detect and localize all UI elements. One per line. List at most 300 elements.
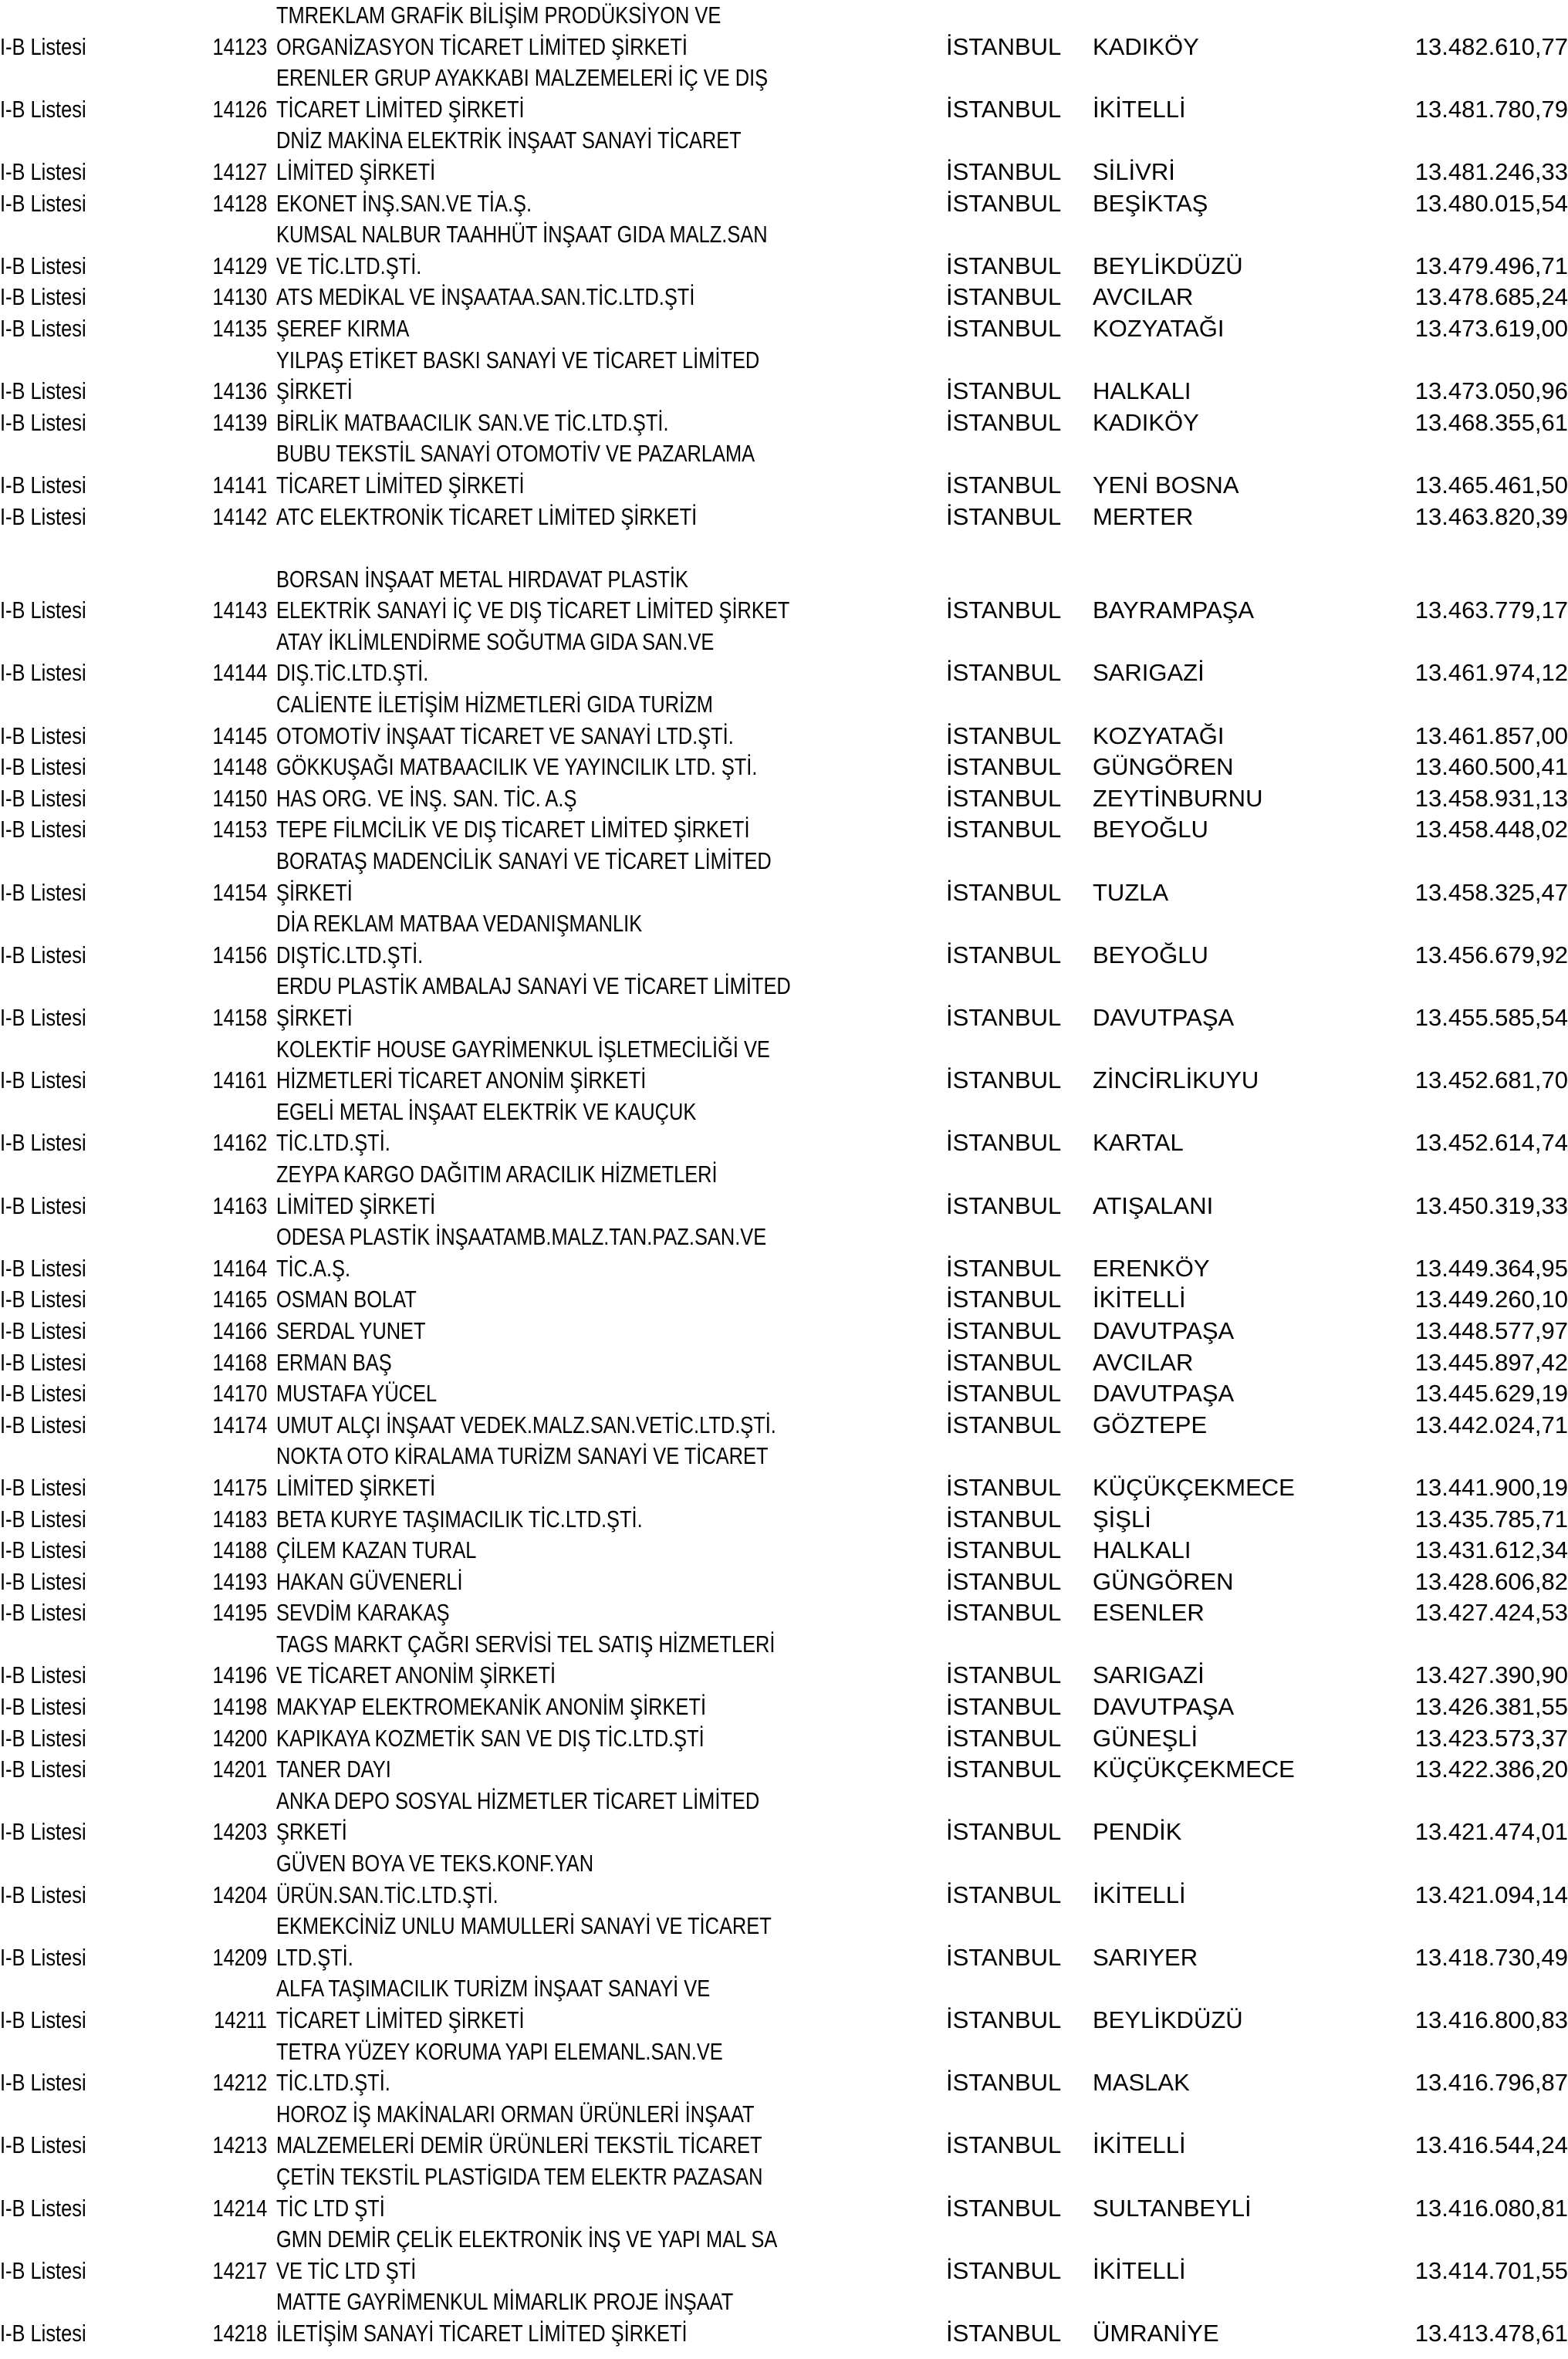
list-label: [0, 1378, 105, 1410]
record-number-text: 14217: [212, 2256, 267, 2284]
district: [1093, 282, 1193, 313]
company-name: [276, 595, 902, 627]
company-name: [276, 1253, 367, 1285]
company-name-text: HOROZ İŞ MAKİNALARI ORMAN ÜRÜNLERİ İNŞAAT: [276, 2100, 755, 2127]
city: [946, 2256, 1061, 2287]
record-number-text: 14150: [212, 784, 267, 812]
amount: [1415, 282, 1568, 313]
city: [946, 1002, 1061, 1034]
row-main-line: [0, 752, 1568, 783]
company-name: [276, 908, 722, 940]
company-name-text: LTD.ŞTİ.: [276, 1943, 353, 1971]
company-name-text: TMREKLAM GRAFİK BİLİŞİM PRODÜKSİYON VE: [276, 2, 721, 29]
table-row: [0, 627, 1568, 689]
row-wrap-line: [0, 1629, 1568, 1661]
district: [1093, 157, 1175, 188]
city-text: İSTANBUL: [946, 32, 1062, 60]
record-number: [201, 1597, 267, 1629]
amount: [1415, 2130, 1568, 2161]
district-text: İKİTELLİ: [1093, 95, 1186, 123]
record-number: [201, 1754, 267, 1786]
company-name-text: TİC.A.Ş.: [276, 1254, 351, 1282]
city: [946, 32, 1061, 63]
district-text: GÜNGÖREN: [1093, 753, 1234, 781]
city-text: İSTANBUL: [946, 1756, 1062, 1783]
city: [946, 2067, 1061, 2099]
amount-text: 13.458.325,47: [1414, 878, 1568, 906]
company-name: [276, 188, 588, 220]
company-name: [276, 376, 370, 407]
row-main-line: [0, 814, 1568, 846]
list-label-text: I-B Listesi: [0, 1567, 86, 1595]
district: [1093, 1942, 1198, 1974]
company-name: [276, 2067, 415, 2099]
district-text: BEŞİKTAŞ: [1093, 189, 1208, 217]
city: [946, 2318, 1061, 2350]
row-wrap-line: [0, 2286, 1568, 2318]
row-main-line: [0, 1754, 1568, 1786]
list-label-text: I-B Listesi: [0, 377, 86, 405]
list-label: [0, 1754, 105, 1786]
record-number: [201, 94, 267, 126]
record-number: [201, 595, 267, 627]
record-number: [201, 2318, 267, 2350]
city-text: İSTANBUL: [946, 1191, 1062, 1219]
list-label-text: I-B Listesi: [0, 1943, 86, 1971]
company-name-text: HİZMETLERİ TİCARET ANONİM ŞİRKETİ: [276, 1066, 647, 1094]
district-text: DAVUTPAŞA: [1093, 1004, 1235, 1031]
amount: [1415, 2005, 1568, 2036]
list-label: [0, 1002, 105, 1034]
company-name-text: DİA REKLAM MATBAA VEDANIŞMANLIK: [276, 910, 643, 938]
company-name-text: ÜRÜN.SAN.TİC.LTD.ŞTİ.: [276, 1881, 498, 1908]
district-text: AVCILAR: [1093, 1348, 1194, 1376]
company-name-text: SEVDİM KARAKAŞ: [276, 1599, 450, 1627]
company-name-text: KUMSAL NALBUR TAAHHÜT İNŞAAT GIDA MALZ.SAN: [276, 221, 768, 248]
row-main-line: [0, 1566, 1568, 1598]
district: [1093, 2256, 1186, 2287]
company-name-text: DIŞ.TİC.LTD.ŞTİ.: [276, 659, 429, 687]
list-label-text: I-B Listesi: [0, 659, 86, 687]
company-name-text: MAKYAP ELEKTROMEKANİK ANONİM ŞİRKETİ: [276, 1693, 707, 1721]
list-label-text: I-B Listesi: [0, 1129, 86, 1157]
city-text: İSTANBUL: [946, 1348, 1062, 1376]
company-name-text: ERDU PLASTİK AMBALAJ SANAYİ VE TİCARET LİMİTED: [276, 972, 791, 1000]
record-number: [201, 814, 267, 846]
table-row: [0, 752, 1568, 783]
amount-text: 13.435.785,71: [1414, 1505, 1568, 1533]
row-main-line: [0, 313, 1568, 345]
list-label: [0, 1535, 105, 1566]
table-row: [0, 63, 1568, 125]
row-wrap-line: [0, 125, 1568, 157]
city: [946, 2193, 1061, 2225]
district: [1093, 1566, 1234, 1598]
amount-text: 13.463.820,39: [1414, 502, 1568, 530]
district: [1093, 1191, 1213, 1222]
record-number: [201, 1566, 267, 1598]
list-label-text: I-B Listesi: [0, 32, 86, 60]
record-number-text: 14161: [212, 1066, 267, 1094]
amount-text: 13.449.260,10: [1414, 1286, 1568, 1313]
amount: [1415, 94, 1568, 126]
city: [946, 1535, 1061, 1566]
table-row: [0, 188, 1568, 220]
city: [946, 1597, 1061, 1629]
table-row: [0, 971, 1568, 1033]
amount: [1415, 814, 1568, 846]
row-main-line: [0, 1284, 1568, 1316]
city: [946, 282, 1061, 313]
row-main-line: [0, 94, 1568, 126]
company-name: [276, 1942, 370, 1974]
company-name-text: HAKAN GÜVENERLİ: [276, 1567, 463, 1595]
row-main-line: [0, 376, 1568, 407]
list-label-text: I-B Listesi: [0, 2194, 86, 2222]
list-label-text: I-B Listesi: [0, 314, 86, 342]
list-label-text: I-B Listesi: [0, 1756, 86, 1783]
list-label: [0, 32, 105, 63]
company-name-text: OTOMOTİV İNŞAAT TİCARET VE SANAYİ LTD.ŞTİ.: [276, 722, 734, 749]
company-name: [276, 125, 843, 157]
amount: [1415, 470, 1568, 502]
record-number: [201, 1472, 267, 1504]
amount: [1415, 1127, 1568, 1159]
amount-text: 13.458.931,13: [1414, 784, 1568, 812]
company-name: [276, 0, 819, 32]
list-label: [0, 407, 105, 439]
company-name: [276, 407, 755, 439]
row-main-line: [0, 2005, 1568, 2036]
district: [1093, 940, 1208, 972]
company-name: [276, 1911, 880, 1942]
list-label: [0, 376, 105, 407]
amount-text: 13.455.585,54: [1414, 1004, 1568, 1031]
city: [946, 1472, 1061, 1504]
company-name-text: HAS ORG. VE İNŞ. SAN. TİC. A.Ş: [276, 784, 577, 812]
district: [1093, 1597, 1205, 1629]
district: [1093, 1253, 1210, 1285]
amount: [1415, 2067, 1568, 2099]
company-name-text: TİC.LTD.ŞTİ.: [276, 2069, 390, 2097]
list-label-text: I-B Listesi: [0, 1286, 86, 1313]
row-main-line: [0, 2318, 1568, 2350]
company-name: [276, 32, 778, 63]
city-text: İSTANBUL: [946, 471, 1062, 498]
company-name: [276, 1660, 617, 1692]
city-text: İSTANBUL: [946, 753, 1062, 781]
table-row: [0, 1535, 1568, 1566]
list-label: [0, 1347, 105, 1379]
table-row: [0, 846, 1568, 908]
table-row: [0, 1597, 1568, 1629]
company-name-text: ŞİRKETİ: [276, 1004, 353, 1031]
district: [1093, 1378, 1234, 1410]
city-text: İSTANBUL: [946, 408, 1062, 436]
record-number-text: 14218: [212, 2319, 267, 2347]
row-main-line: [0, 251, 1568, 282]
city: [946, 1191, 1061, 1222]
company-name: [276, 219, 875, 251]
list-label-text: I-B Listesi: [0, 1004, 86, 1031]
amount: [1415, 595, 1568, 627]
table-row: [0, 502, 1568, 533]
record-number-text: 14183: [212, 1505, 267, 1533]
city: [946, 1566, 1061, 1598]
company-name: [276, 2130, 869, 2161]
list-label: [0, 721, 105, 752]
company-name: [276, 689, 809, 721]
row-wrap-line: [0, 971, 1568, 1002]
table-row: [0, 1786, 1568, 1848]
amount: [1415, 1253, 1568, 1285]
table-row: [0, 1347, 1568, 1379]
list-label: [0, 1191, 105, 1222]
city-text: İSTANBUL: [946, 1724, 1062, 1752]
table-row: [0, 1504, 1568, 1536]
amount: [1415, 877, 1568, 909]
row-main-line: [0, 1127, 1568, 1159]
amount-text: 13.413.478,61: [1414, 2319, 1568, 2347]
city-text: İSTANBUL: [946, 1129, 1062, 1157]
company-name: [276, 1723, 798, 1755]
table-row: [0, 532, 1568, 627]
company-name: [276, 1472, 470, 1504]
district: [1093, 1316, 1234, 1347]
row-main-line: [0, 783, 1568, 815]
amount: [1415, 1504, 1568, 1536]
company-name: [276, 1535, 520, 1566]
company-name-text: ŞRKETİ: [276, 1818, 347, 1846]
company-name-text: OSMAN BOLAT: [276, 1286, 417, 1313]
city: [946, 1817, 1061, 1848]
row-wrap-line: [0, 0, 1568, 32]
record-number: [201, 251, 267, 282]
row-wrap-line: [0, 689, 1568, 721]
list-label: [0, 313, 105, 345]
list-label: [0, 1472, 105, 1504]
list-label: [0, 2130, 105, 2161]
company-name: [276, 2286, 833, 2318]
list-label-text: I-B Listesi: [0, 2069, 86, 2097]
table-row: [0, 1629, 1568, 1692]
amount-text: 13.449.364,95: [1414, 1254, 1568, 1282]
amount-text: 13.458.448,02: [1414, 816, 1568, 843]
company-name-text: SERDAL YUNET: [276, 1316, 426, 1344]
amount-text: 13.478.685,24: [1414, 283, 1568, 311]
company-name-text: ŞİRKETİ: [276, 878, 353, 906]
company-name: [276, 752, 863, 783]
district: [1093, 1284, 1186, 1316]
amount-text: 13.431.612,34: [1414, 1536, 1568, 1564]
list-label: [0, 157, 105, 188]
row-wrap-line: [0, 1973, 1568, 2005]
record-number: [201, 313, 267, 345]
amount-text: 13.461.857,00: [1414, 722, 1568, 749]
company-name-text: BETA KURYE TAŞIMACILIK TİC.LTD.ŞTİ.: [276, 1505, 643, 1533]
district-text: HALKALI: [1093, 1536, 1191, 1564]
row-main-line: [0, 2130, 1568, 2161]
city: [946, 1880, 1061, 1911]
record-number: [201, 1817, 267, 1848]
record-number: [201, 1284, 267, 1316]
district-text: MERTER: [1093, 502, 1194, 530]
company-name: [276, 627, 810, 658]
row-wrap-line: [0, 1848, 1568, 1880]
city-text: İSTANBUL: [946, 2194, 1062, 2222]
table-row: [0, 1410, 1568, 1441]
list-label: [0, 814, 105, 846]
record-number: [201, 1660, 267, 1692]
row-wrap-line: [0, 1786, 1568, 1817]
table-row: [0, 1566, 1568, 1598]
table-row: [0, 2036, 1568, 2099]
row-wrap-line: [0, 1097, 1568, 1128]
amount-text: 13.428.606,82: [1414, 1567, 1568, 1595]
city-text: İSTANBUL: [946, 1316, 1062, 1344]
city-text: İSTANBUL: [946, 95, 1062, 123]
amount: [1415, 1566, 1568, 1598]
table-row: [0, 345, 1568, 407]
list-label: [0, 94, 105, 126]
record-number: [201, 783, 267, 815]
amount-text: 13.426.381,55: [1414, 1693, 1568, 1721]
amount: [1415, 1347, 1568, 1379]
list-label-text: I-B Listesi: [0, 2256, 86, 2284]
amount-text: 13.448.577,97: [1414, 1316, 1568, 1344]
city-text: İSTANBUL: [946, 1066, 1062, 1094]
amount-text: 13.465.461,50: [1414, 471, 1568, 498]
city-text: İSTANBUL: [946, 1881, 1062, 1908]
district: [1093, 1660, 1205, 1692]
record-number: [201, 940, 267, 972]
city: [946, 752, 1061, 783]
company-name: [276, 2224, 887, 2256]
list-label-text: I-B Listesi: [0, 1191, 86, 1219]
row-main-line: [0, 188, 1568, 220]
row-main-line: [0, 1191, 1568, 1222]
amount-text: 13.421.474,01: [1414, 1818, 1568, 1846]
amount: [1415, 940, 1568, 972]
record-number: [201, 188, 267, 220]
district: [1093, 32, 1199, 63]
company-name: [276, 251, 454, 282]
city-text: İSTANBUL: [946, 2319, 1062, 2347]
company-name: [276, 2193, 409, 2225]
row-wrap-line: [0, 1911, 1568, 1942]
record-number: [201, 1535, 267, 1566]
row-main-line: [0, 1253, 1568, 1285]
district: [1093, 2005, 1243, 2036]
city: [946, 814, 1061, 846]
record-number-text: 14153: [212, 816, 267, 843]
list-label-text: I-B Listesi: [0, 1380, 86, 1408]
row-main-line: [0, 877, 1568, 909]
city: [946, 1723, 1061, 1755]
district-text: KOZYATAĞI: [1093, 722, 1225, 749]
amount: [1415, 1660, 1568, 1692]
company-name: [276, 2256, 447, 2287]
amount-text: 13.481.246,33: [1414, 157, 1568, 185]
company-name: [276, 1692, 800, 1723]
city: [946, 251, 1061, 282]
row-main-line: [0, 1002, 1568, 1034]
district-text: PENDİK: [1093, 1818, 1182, 1846]
record-number: [201, 657, 267, 689]
list-label-text: I-B Listesi: [0, 1411, 86, 1438]
city-text: İSTANBUL: [946, 1286, 1062, 1313]
record-number: [201, 470, 267, 502]
company-name-text: VE TİC LTD ŞTİ: [276, 2256, 417, 2284]
city: [946, 657, 1061, 689]
company-name: [276, 1754, 416, 1786]
amount: [1415, 1880, 1568, 1911]
city-text: İSTANBUL: [946, 252, 1062, 279]
row-main-line: [0, 2067, 1568, 2099]
row-main-line: [0, 1504, 1568, 1536]
amount-text: 13.480.015,54: [1414, 189, 1568, 217]
row-main-line: [0, 502, 1568, 533]
record-number: [201, 376, 267, 407]
company-name-text: TETRA YÜZEY KORUMA YAPI ELEMANL.SAN.VE: [276, 2037, 723, 2065]
record-number-text: 14209: [212, 1943, 267, 1971]
district-text: ATIŞALANI: [1093, 1191, 1214, 1219]
row-main-line: [0, 1942, 1568, 1974]
list-label-text: I-B Listesi: [0, 2006, 86, 2033]
company-name-text: GÖKKUŞAĞI MATBAACILIK VE YAYINCILIK LTD. ŞTİ.: [276, 753, 758, 781]
company-name-text: ATAY İKLİMLENDİRME SOĞUTMA GIDA SAN.VE: [276, 627, 715, 655]
district-text: GÜNEŞLİ: [1093, 1724, 1198, 1752]
record-number: [201, 282, 267, 313]
district: [1093, 2067, 1190, 2099]
company-name-text: ORGANİZASYON TİCARET LİMİTED ŞİRKETİ: [276, 32, 688, 60]
company-name-text: UMUT ALÇI İNŞAAT VEDEK.MALZ.SAN.VETİC.LTD.ŞTİ.: [276, 1411, 776, 1438]
amount-text: 13.461.974,12: [1414, 659, 1568, 687]
record-number: [201, 1410, 267, 1441]
record-number-text: 14144: [212, 659, 267, 687]
city: [946, 502, 1061, 533]
district: [1093, 1880, 1186, 1911]
district: [1093, 1535, 1191, 1566]
record-number-text: 14166: [212, 1316, 267, 1344]
row-wrap-line: [0, 2161, 1568, 2193]
row-main-line: [0, 1410, 1568, 1441]
amount: [1415, 313, 1568, 345]
company-name: [276, 1880, 547, 1911]
record-number-text: 14170: [212, 1380, 267, 1408]
company-name-text: KAPIKAYA KOZMETİK SAN VE DIŞ TİC.LTD.ŞTİ: [276, 1724, 705, 1752]
district: [1093, 188, 1208, 220]
list-label-text: I-B Listesi: [0, 1818, 86, 1846]
list-label: [0, 1692, 105, 1723]
row-main-line: [0, 595, 1568, 627]
row-wrap-line: [0, 2099, 1568, 2131]
company-name: [276, 2036, 821, 2068]
company-name-text: ERMAN BAŞ: [276, 1348, 392, 1376]
company-name: [276, 1316, 458, 1347]
district-text: İKİTELLİ: [1093, 2256, 1186, 2284]
district: [1093, 2318, 1219, 2350]
company-name-text: EKONET İNŞ.SAN.VE TİA.Ş.: [276, 189, 532, 217]
table-row: [0, 1692, 1568, 1723]
record-number-text: 14154: [212, 878, 267, 906]
district-text: GÖZTEPE: [1093, 1411, 1208, 1438]
amount: [1415, 1817, 1568, 1848]
district-text: BEYLİKDÜZÜ: [1093, 252, 1243, 279]
district-text: SİLİVRİ: [1093, 157, 1175, 185]
list-label: [0, 752, 105, 783]
amount-text: 13.423.573,37: [1414, 1724, 1568, 1752]
